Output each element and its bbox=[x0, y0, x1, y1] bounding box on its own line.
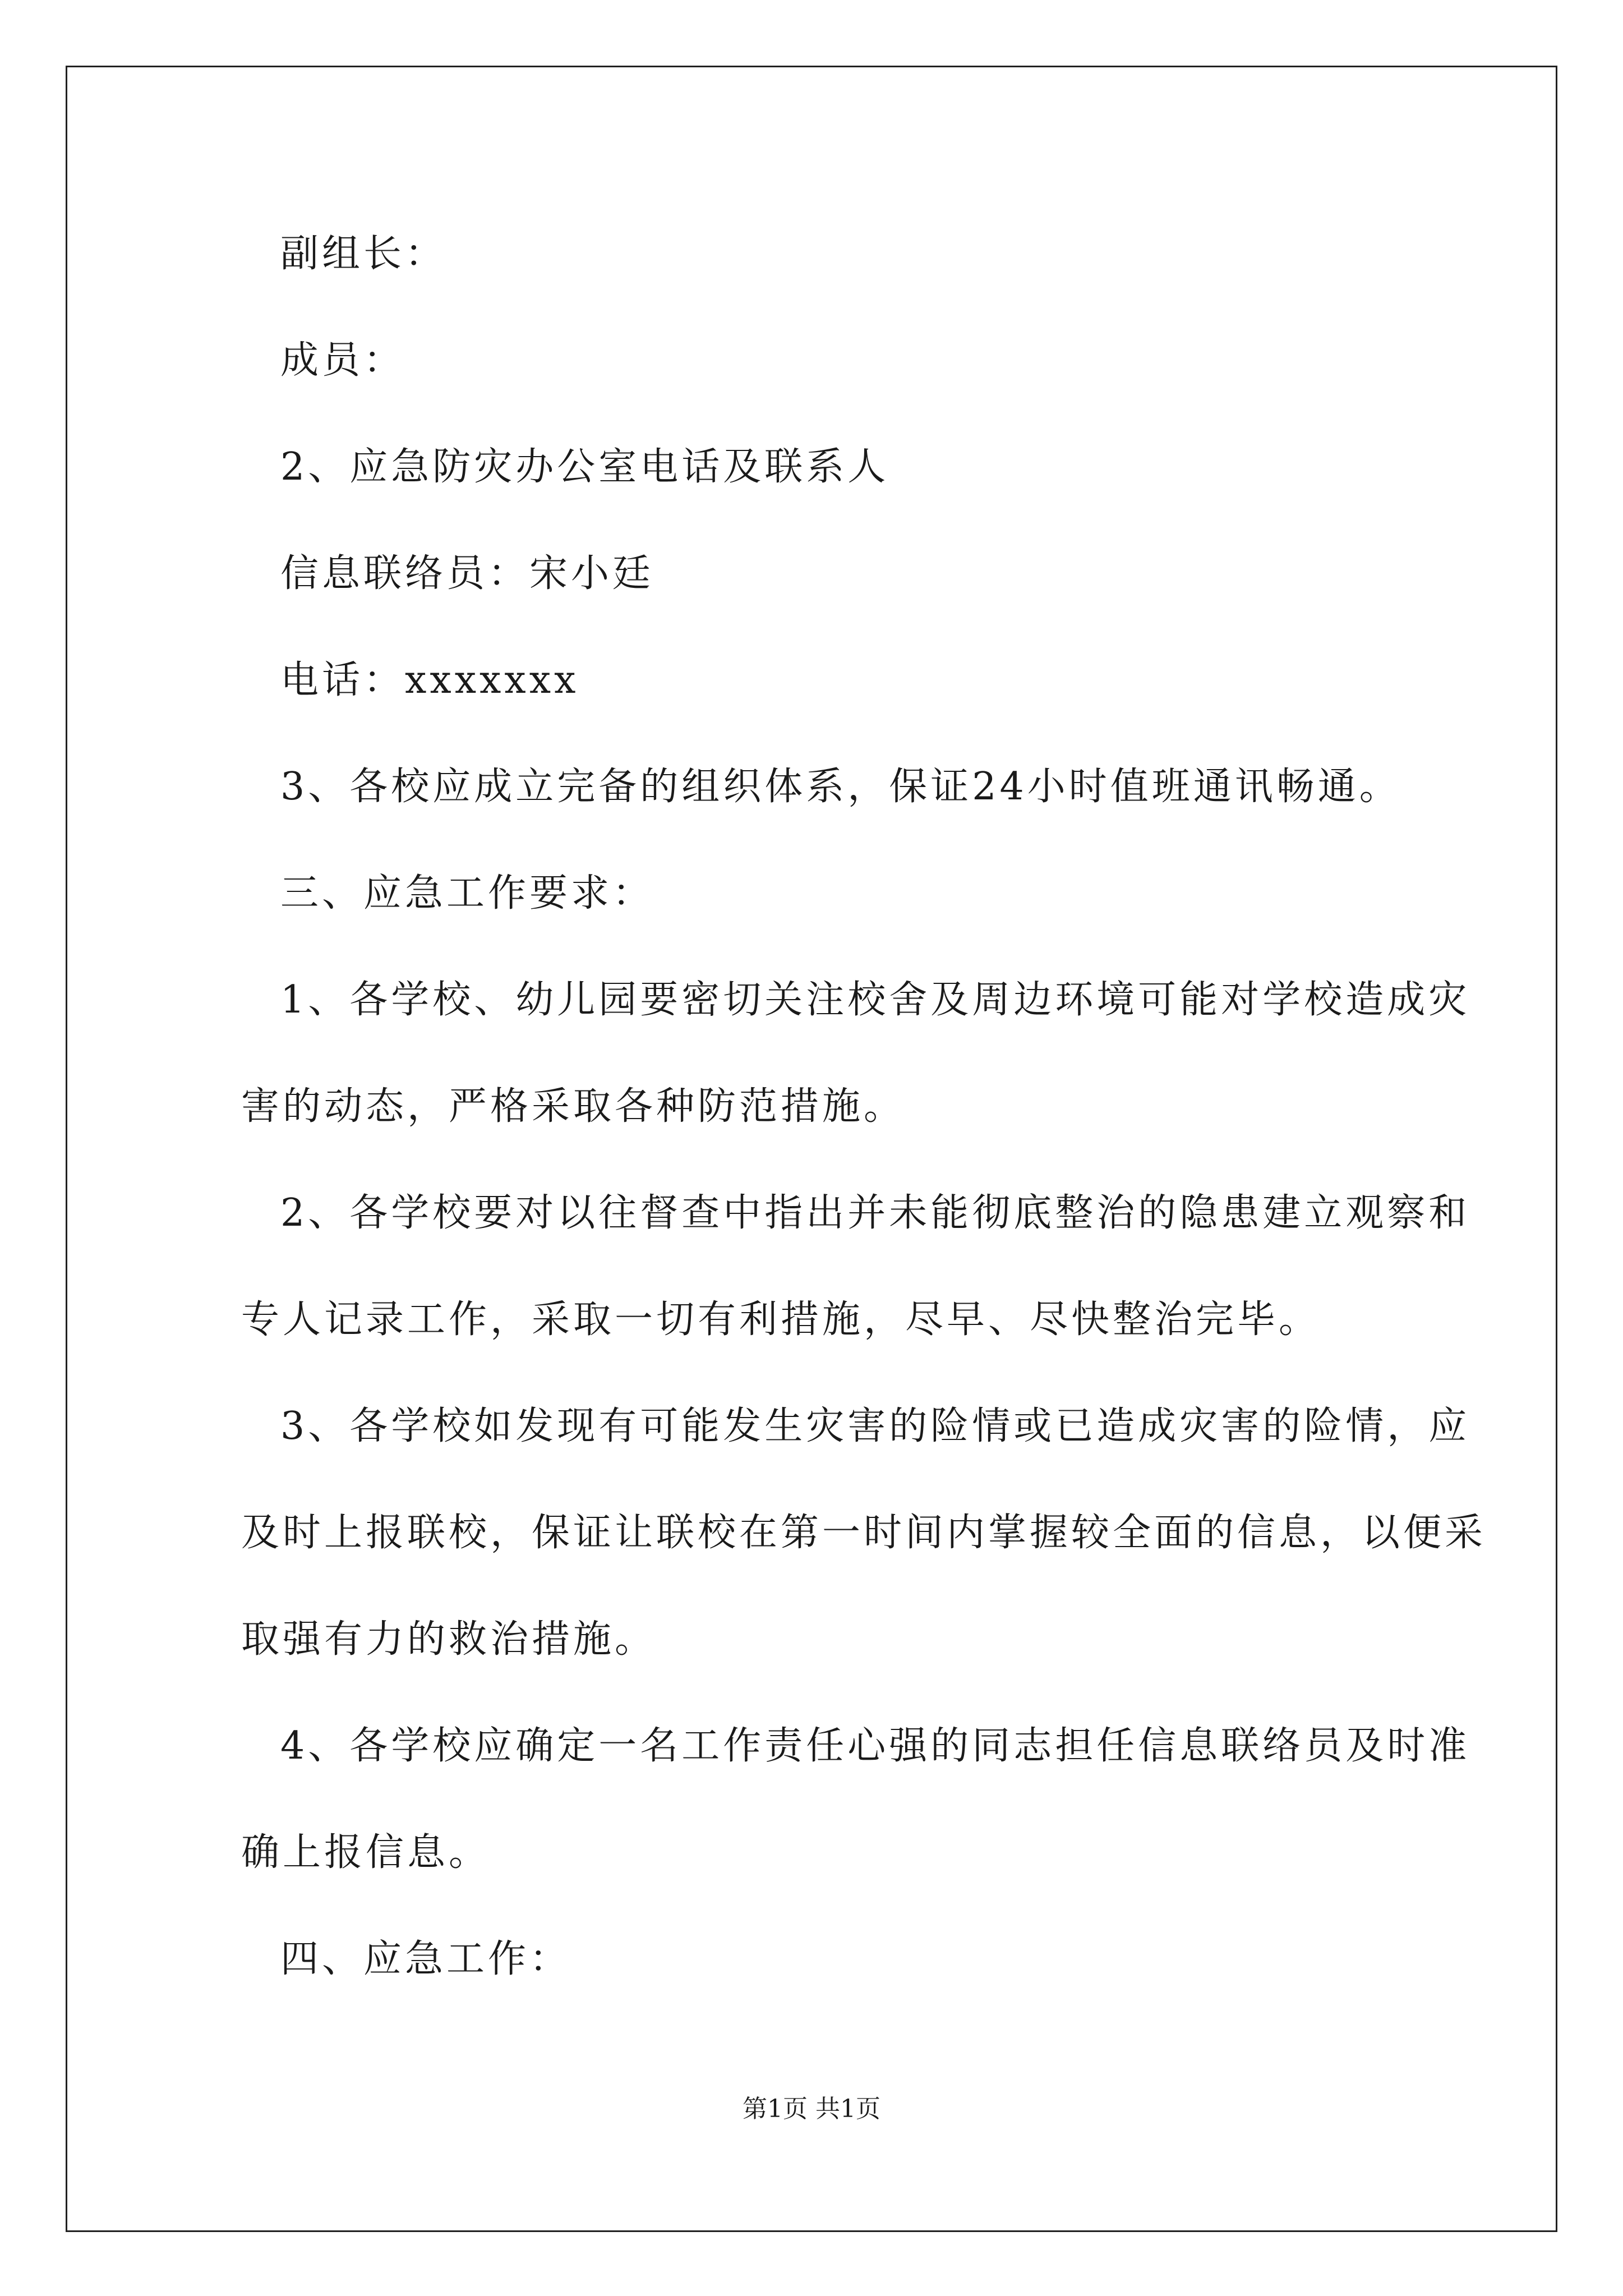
text-line: 害的动态，严格采取各种防范措施。 bbox=[241, 1084, 906, 1129]
text-line: 专人记录工作，采取一切有利措施，尽早、尽快整治完毕。 bbox=[241, 1297, 1321, 1342]
text-line: 4、各学校应确定一名工作责任心强的同志担任信息联络员及时准 bbox=[280, 1724, 1470, 1768]
text-line: 信息联络员：宋小廷 bbox=[280, 551, 654, 596]
text-line: 电话：xxxxxxx bbox=[280, 658, 579, 702]
text-line: 2、各学校要对以往督查中指出并未能彻底整治的隐患建立观察和 bbox=[280, 1191, 1470, 1235]
text-line: 副组长： bbox=[280, 232, 447, 276]
section-heading: 四、应急工作： bbox=[280, 1937, 571, 1981]
text-line: 及时上报联校，保证让联校在第一时间内掌握较全面的信息，以便采 bbox=[241, 1511, 1487, 1555]
text-line: 取强有力的救治措施。 bbox=[241, 1617, 657, 1662]
page-border bbox=[66, 66, 1557, 2232]
text-line: 确上报信息。 bbox=[241, 1830, 491, 1875]
section-heading: 三、应急工作要求： bbox=[280, 871, 654, 915]
text-line: 2、应急防灾办公室电话及联系人 bbox=[280, 445, 889, 489]
text-line: 3、各学校如发现有可能发生灾害的险情或已造成灾害的险情，应 bbox=[280, 1404, 1470, 1448]
text-line: 成员： bbox=[280, 338, 405, 383]
text-line: 1、各学校、幼儿园要密切关注校舍及周边环境可能对学校造成灾 bbox=[280, 978, 1470, 1022]
text-line: 3、各校应成立完备的组织体系，保证24小时值班通讯畅通。 bbox=[280, 765, 1401, 809]
page-number: 第1页 共1页 bbox=[743, 2095, 880, 2123]
